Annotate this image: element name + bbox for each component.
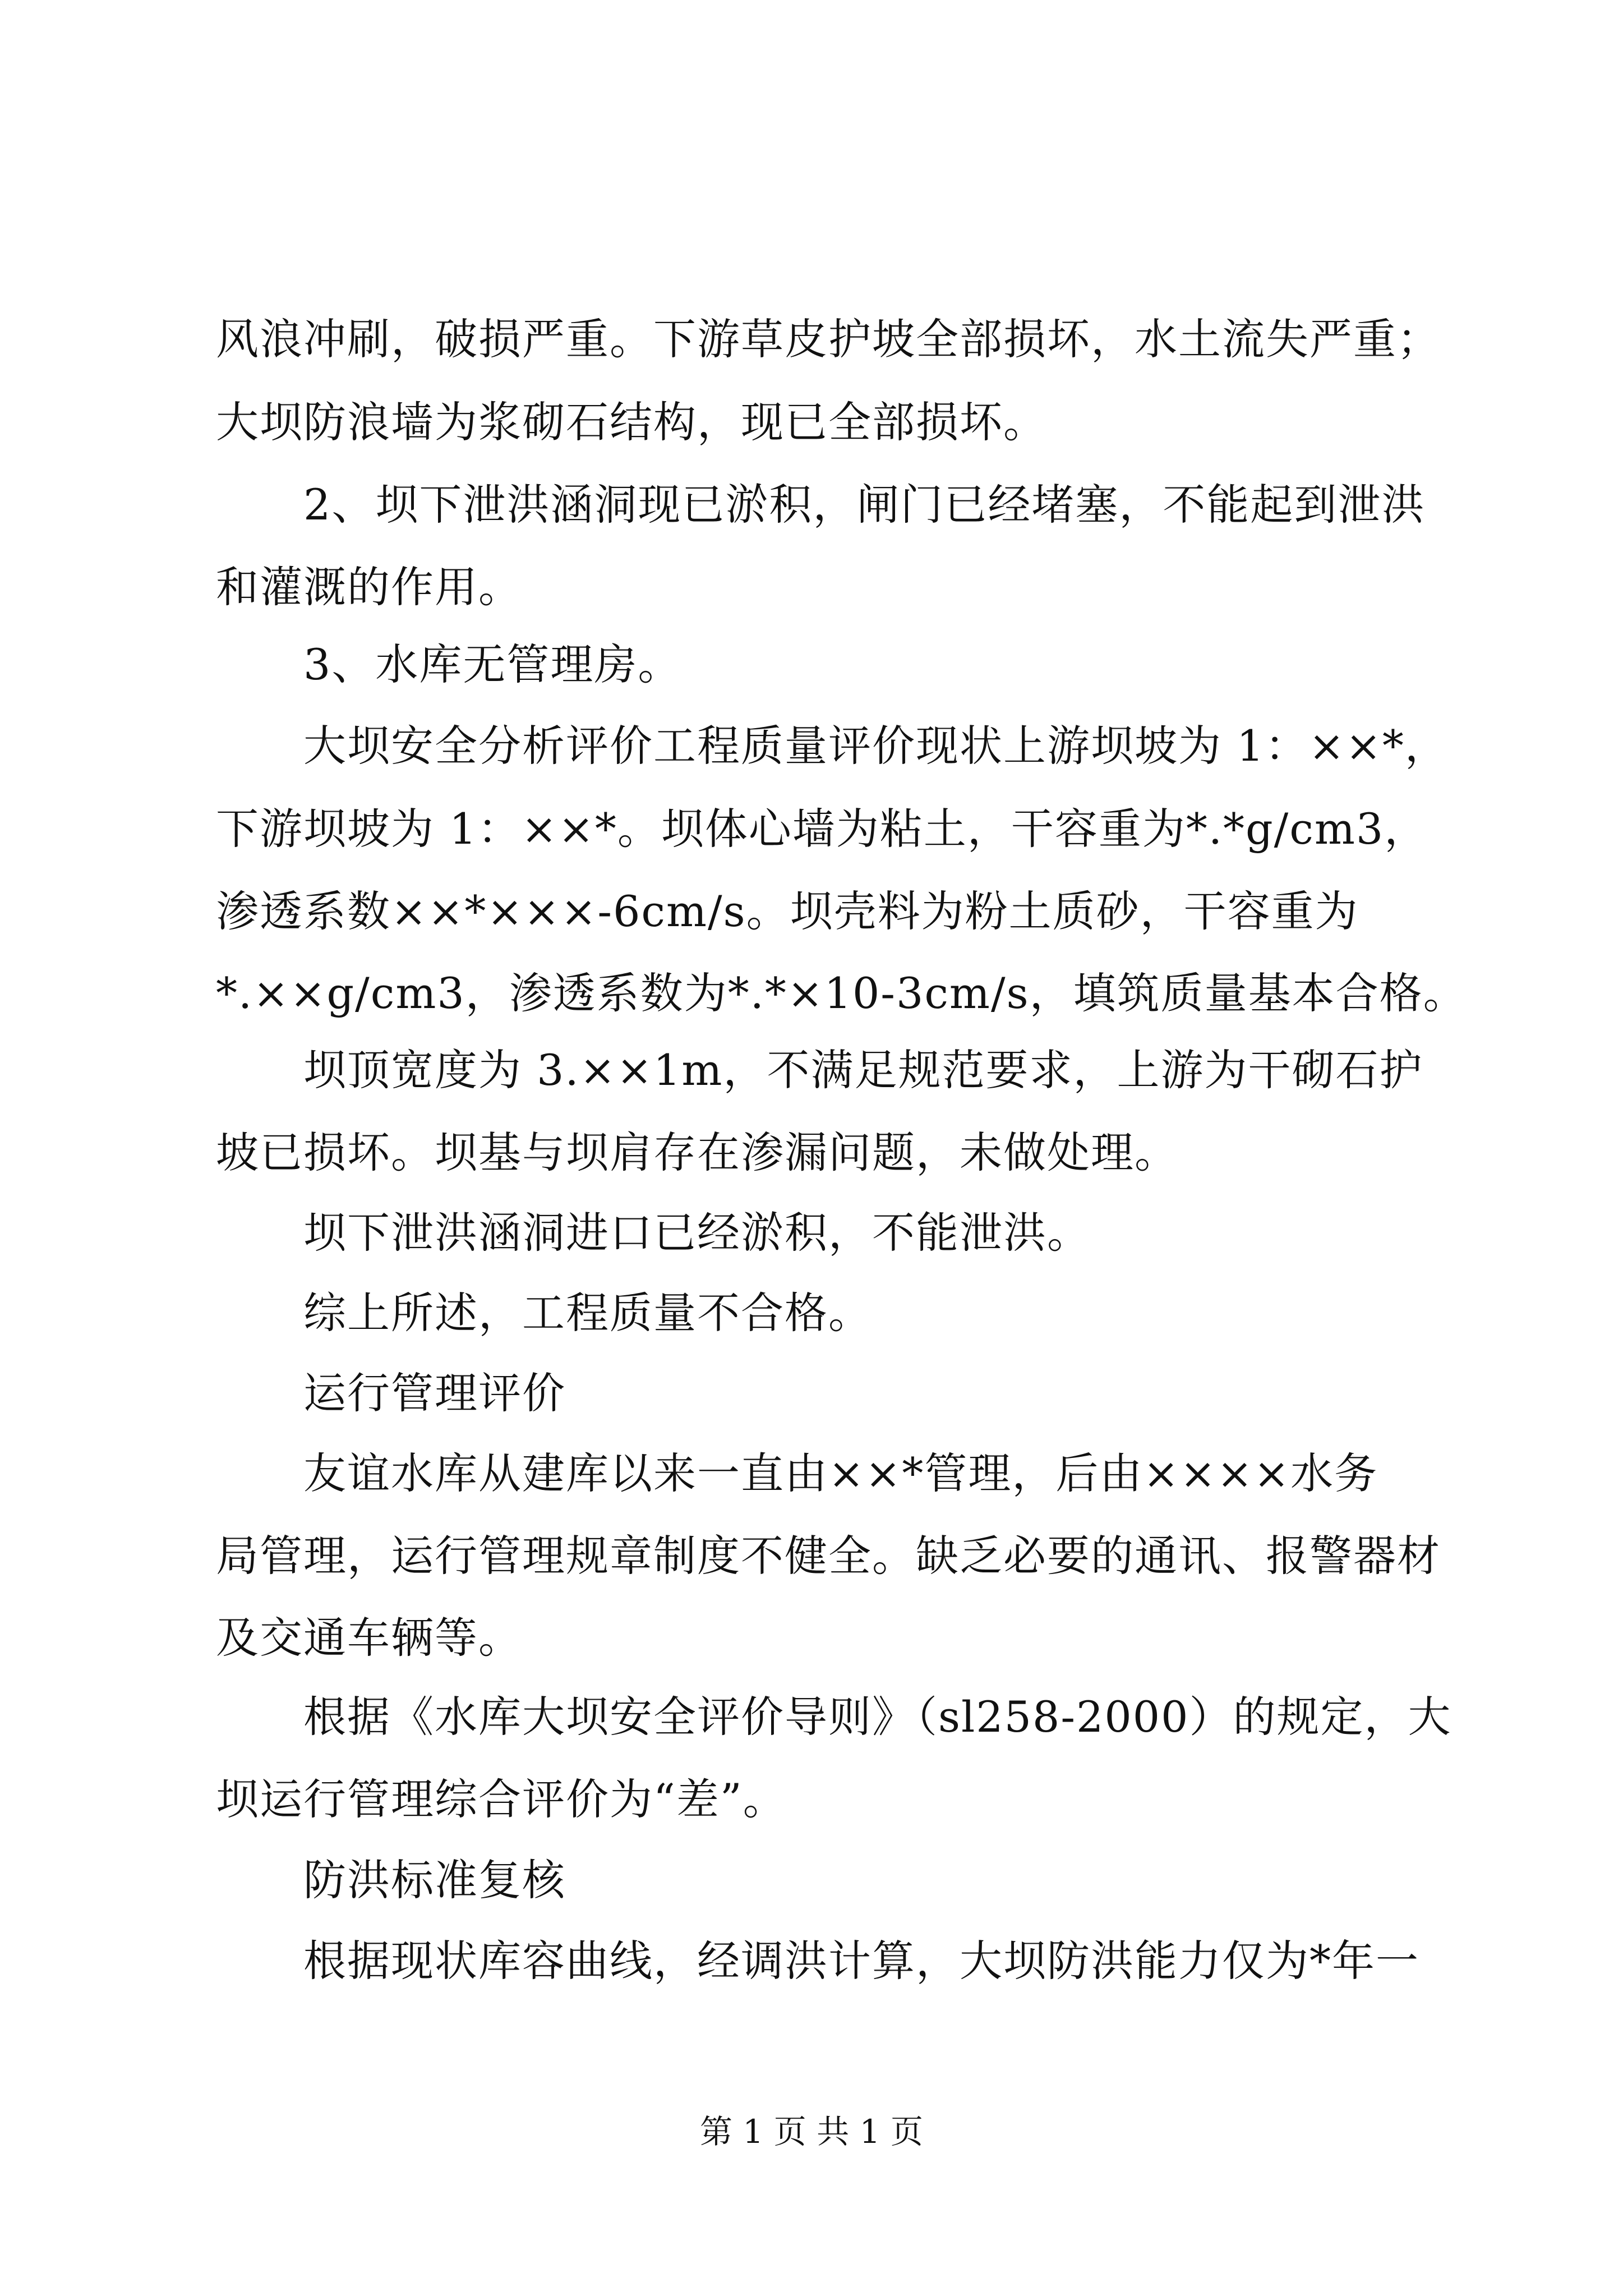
paragraph-line: 风浪冲刷，破损严重。下游草皮护坡全部损坏，水土流失严重；: [216, 314, 1441, 364]
paragraph-line: 坝下泄洪涵洞进口已经淤积，不能泄洪。: [216, 1208, 1091, 1258]
section-heading: 防洪标准复核: [216, 1855, 566, 1905]
paragraph-line: 局管理，运行管理规章制度不健全。缺乏必要的通讯、报警器材: [216, 1531, 1441, 1581]
paragraph-line: *.××g/cm3，渗透系数为*.*×10-3cm/s，填筑质量基本合格。: [216, 968, 1467, 1018]
paragraph-line: 根据《水库大坝安全评价导则》（sl258-2000）的规定，大: [216, 1692, 1452, 1742]
paragraph-line: 大坝安全分析评价工程质量评价现状上游坝坡为 1：××*，: [216, 721, 1449, 771]
paragraph-line: 3、水库无管理房。: [216, 639, 682, 689]
paragraph-line: 综上所述，工程质量不合格。: [216, 1288, 872, 1338]
paragraph-line: 根据现状库容曲线，经调洪计算，大坝防洪能力仅为*年一: [216, 1936, 1419, 1986]
paragraph-line: 渗透系数××*×××-6cm/s。坝壳料为粉土质砂，干容重为: [216, 886, 1359, 936]
paragraph-line: 下游坝坡为 1：××*。坝体心墙为粘土，干容重为*.*g/cm3，: [216, 804, 1428, 854]
paragraph-line: 坝运行管理综合评价为“差”。: [216, 1774, 787, 1824]
paragraph-line: 和灌溉的作用。: [216, 562, 522, 612]
paragraph-line: 及交通车辆等。: [216, 1613, 522, 1663]
paragraph-line: 友谊水库从建库以来一直由××*管理，后由××××水务: [216, 1448, 1378, 1498]
paragraph-line: 大坝防浪墙为浆砌石结构，现已全部损坏。: [216, 397, 1047, 447]
page-footer: 第 1 页 共 1 页: [700, 2113, 923, 2151]
paragraph-line: 坡已损坏。坝基与坝肩存在渗漏问题，未做处理。: [216, 1128, 1178, 1177]
section-heading: 运行管理评价: [216, 1368, 566, 1418]
paragraph-line: 坝顶宽度为 3.××1m，不满足规范要求，上游为干砌石护: [216, 1045, 1423, 1095]
paragraph-line: 2、坝下泄洪涵洞现已淤积，闸门已经堵塞，不能起到泄洪: [216, 480, 1426, 530]
